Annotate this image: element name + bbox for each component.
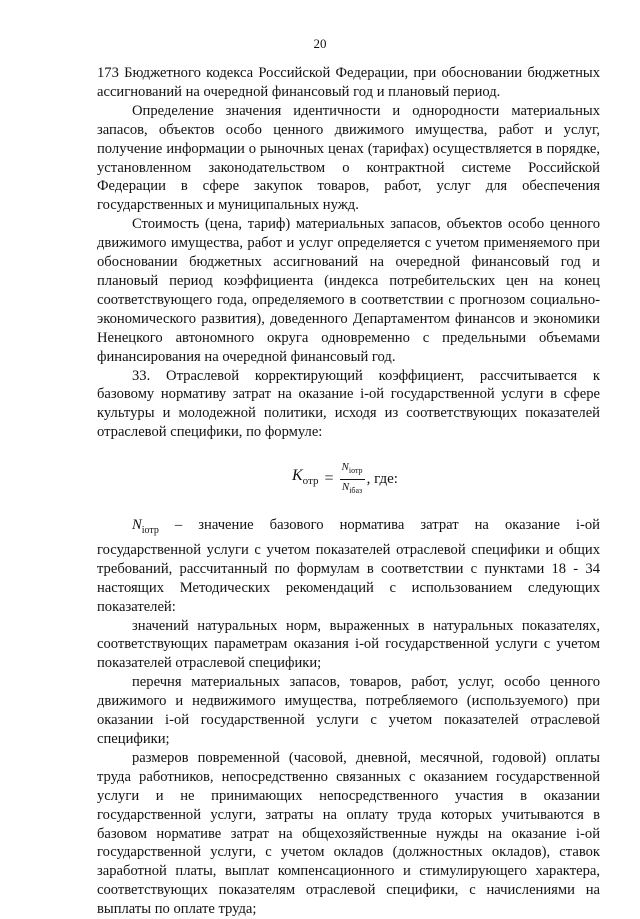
paragraph: 173 Бюджетного кодекса Российской Федерации, при обосновании бюджетных ассигнований на очередной финансовый год и плановый период. xyxy=(97,65,600,100)
page-number: 20 xyxy=(313,36,327,51)
list-item: значений натуральных норм, выраженных в натуральных показателях, соответствующих параметрам оказания i-ой государственной услуги с учетом показателей отраслевой специфики; xyxy=(97,617,600,672)
paragraph: Стоимость (цена, тариф) материальных запасов, объектов особо ценного движимого имущества, работ и услуг определяется с учетом применяемого при обосновании бюджетных ассигнований на очередной финансовый год и плановый период коэффициента (индекса потребительских цен на конец соответствующего года, определяемого в соответствии с прогнозом социально-экономического развития), доведенного Департаментом финансов и экономики Ненецкого автономного округа одновременно с предельными объемами финансирования на очередной финансовый год. xyxy=(97,216,600,365)
definition-text: – значение базового норматива затрат на оказание i-ой государственной услуги с учетом показателей отраслевой специфики и общих требований, рассчитанный по формулам в соответствии с пунктами 18 - 34 настоящих Методических рекомендаций с использованием следующих показателей: xyxy=(97,517,600,615)
formula xyxy=(97,459,600,499)
paragraph: 33. Отраслевой корректирующий коэффициент, рассчитывается к базовому нормативу затрат на оказание i-ой государственной услуги в сфере культуры и молодежной политики, исходя из соответствующих показателей отраслевой специфики, по формуле: xyxy=(97,367,600,441)
body-text xyxy=(97,64,600,919)
formula-fraction xyxy=(340,461,365,496)
list-item: размеров повременной (часовой, дневной, месячной, годовой) оплаты труда работников, непосредственно связанных с оказанием государственной услуги и не принимающих непосредственного участия в оказании государственной услуги, затраты на оплату труда которых учитываются в базовом нормативе затрат на общехозяйственные нужды на оказание i-ой государственной услуги, с учетом окладов (должностных окладов), ставок заработной платы, выплат компенсационного и стимулирующего характера, соответствующих показателям отраслевой специфики, с начислениями на выплаты по оплате труда; xyxy=(97,749,600,918)
fraction-denominator: $N_{iбаз}$ xyxy=(341,480,363,495)
paragraph: Определение значения идентичности и однородности материальных запасов, объектов особо ценного движимого имущества, работ и услуг, получение информации о рыночных ценах (тарифах) осуществляется в порядке, установленном законодательством о контрактной системе Российской Федерации в сфере закупок товаров, работ, услуг для обеспечения государственных и муниципальных нужд. xyxy=(97,102,600,214)
formula-lhs: $K_{отр}$ xyxy=(292,467,319,488)
list-item: перечня материальных запасов, товаров, работ, услуг, особо ценного движимого и недвижимого имущества, потребляемого (используемого) при оказании i-ой государственной услуги с учетом показателей отраслевой специфики; xyxy=(97,674,600,747)
equals-sign: = xyxy=(324,469,334,487)
definition-paragraph xyxy=(97,516,600,616)
fraction-numerator: $N_{iотр}$ xyxy=(340,461,365,479)
definition-symbol: $N_{iотр}$ xyxy=(132,517,159,537)
formula-tail: , где: xyxy=(366,470,398,487)
